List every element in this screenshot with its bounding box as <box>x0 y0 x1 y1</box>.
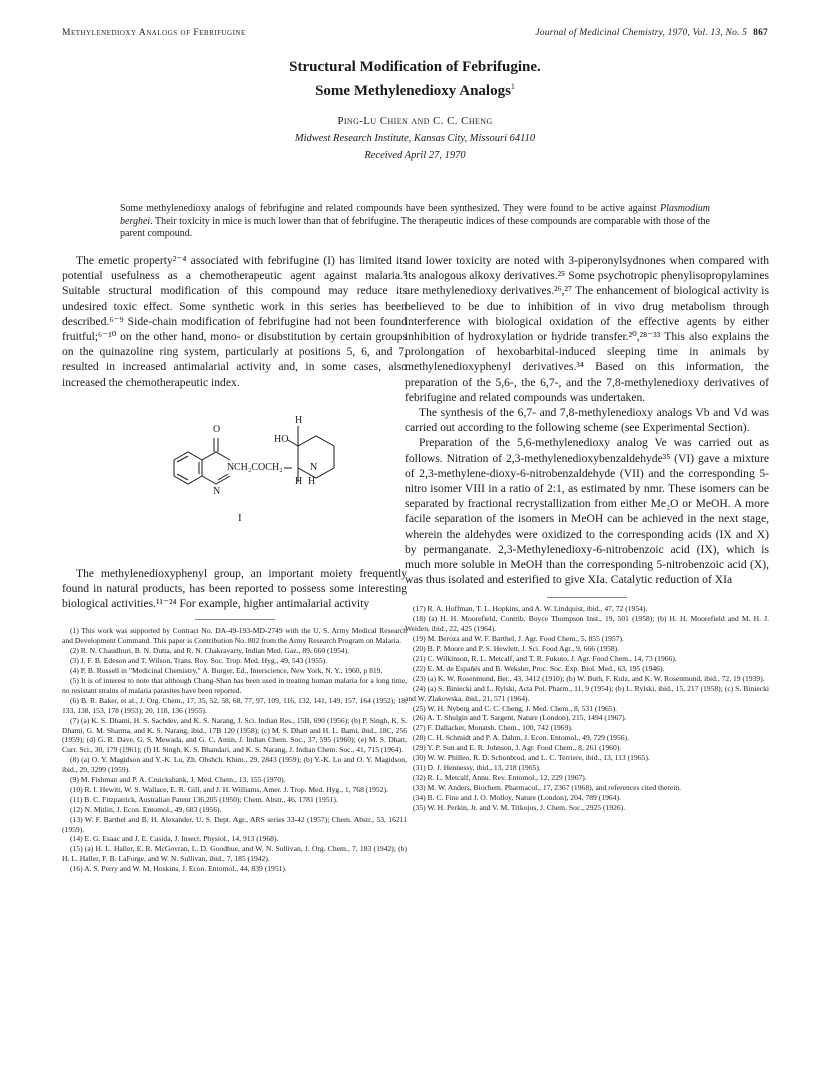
footnote: (18) (a) H. H. Moorefield, Contrib. Boyce Thompson Inst., 19, 501 (1958); (b) H. H. Moorefield and M. H. J. Weiden, ibid., 22, 425 (1964). <box>405 614 769 634</box>
footnote: (26) A. T. Shulgin and T. Sargent, Nature (London), 215, 1494 (1967). <box>413 713 627 723</box>
footnote: (33) M. W. Anders, Biochem. Pharmacol., 17, 2367 (1968), and references cited therein. <box>413 782 682 792</box>
running-head <box>62 28 768 38</box>
footnote: (30) W. W. Philleo, R. D. Schonbrod, and L. C. Terriere, ibid., 13, 113 (1965). <box>413 753 650 763</box>
footnote: (31) D. J. Hennessy, ibid., 13, 218 (1965). <box>413 762 541 772</box>
footnote: (6) B. R. Baker, et al., J. Org. Chem., 17, 35, 52, 58, 68, 77, 97, 109, 116, 132, 141, 149, 157, 164 (1952); 18, 133, 138, 153, 178 (1953); 20, 118, 136 (1955). <box>62 695 407 715</box>
footnote: (16) A. S. Perry and W. M. Hoskins, J. Econ. Entomol., 44, 839 (1951). <box>70 864 287 874</box>
title-footnote-marker: 1 <box>510 82 515 91</box>
hydroxyl-label: HO <box>274 433 289 445</box>
right-paragraph-3: Preparation of the 5,6-methylenedioxy analog Ve was carried out as follows. Nitration of 2,3-methylenedioxybenzaldehyde³⁵ (VI) gave a mixture of 2,3-methylene-dioxy-6-nitrobenzaldehyde (VII) and the corresponding 5-nitro isomer VIII in a ratio of 2:1, as estimated by nmr. These isomers can be separated by fractional recrystallization from either Me₂O or MeOH. A more facile separation of the isomers in MeOH can be achieved in the next stage, wherein the aldehydes were oxidized to the corresponding acids (IX and X) by permanganate. 2,3-Methylenedioxy-6-nitrobenzoic acid (IX), which is much more soluble in MeOH than the corresponding 5-nitrobenzoic acid (X), was thus isolated and esterified to give XIa. Catalytic reduction of XIa <box>405 436 769 587</box>
page-number: 867 <box>753 28 768 38</box>
footnote: (29) Y. P. Sun and E. R. Johnson, J. Agr. Food Chem., 8, 261 (1960). <box>413 743 622 753</box>
side-chain-label: CH₂COCH₂ <box>234 461 283 473</box>
running-head-journal <box>535 28 768 38</box>
authors: Ping-Lu Chien and C. C. Cheng <box>337 115 493 127</box>
footnote: (35) W. H. Perkin, Jr. and V. M. Trikojus, J. Chem. Soc., 2925 (1926). <box>413 802 626 812</box>
footnote: (19) M. Beroza and W. F. Barthel, J. Agr. Food Chem., 5, 855 (1957). <box>413 634 624 644</box>
footnote: (13) W. F. Barthel and B. H. Alexander, U. S. Dept. Agr., ARS series 33-42 (1957); Chem. Abstr., 53, 16211 (1959). <box>62 814 407 834</box>
footnote: (15) (a) H. L. Haller, E. R. McGovran, L. D. Goodhue, and W. N. Sullivan, J. Org. Chem., 7, 183 (1942); (b) H. L. Haller, F. B. LaForge, and W. N. Sullivan, ibid., 7, 185 (1942). <box>62 844 407 864</box>
benzene-ring <box>174 452 202 484</box>
right-column <box>405 253 769 813</box>
footnote: (21) C. Wilkinson, R. L. Metcalf, and T. R. Fukuto, J. Agr. Food Chem., 14, 73 (1966). <box>413 654 677 663</box>
footnote: (5) It is of interest to note that although Chang-Shan has been used in treating human malaria for a long time, no resistant strains of malaria parasites have been reported. <box>62 675 407 695</box>
footnote: (12) N. Mitlin, J. Econ. Entomol., 49, 683 (1956). <box>70 804 222 814</box>
footnote: (28) C. H. Schmidt and P. A. Dahm, J. Econ. Entomol., 49, 729 (1956). <box>413 733 629 743</box>
title-line-2-text: Some Methylenedioxy Analogs <box>315 83 511 99</box>
abstract <box>120 203 710 241</box>
footnote: (34) B. C. Fine and J. O. Molloy, Nature (London), 204, 789 (1964). <box>413 792 621 802</box>
hydrogen-bottom-right-label: H <box>308 475 316 487</box>
footnotes-right <box>405 604 769 812</box>
footnote: (2) R. N. Chaudhuri, B. N. Dutta, and R. N. Chakravarty, Indian Med. Gaz., 89, 660 (1954). <box>70 646 350 656</box>
right-paragraph-2: The synthesis of the 6,7- and 7,8-methylenedioxy analogs Vb and Vd was carried out according to the following scheme (see Experimental Section). <box>405 406 769 435</box>
febrifugine-structure <box>62 396 407 566</box>
left-column <box>62 253 407 874</box>
footnote: (4) P. B. Russell in "Medicinal Chemistry," A. Burger, Ed., Interscience, New York, N. Y., 1960, p 819. <box>70 666 383 676</box>
footnote: (20) B. P. Moore and P. S. Hewlett, J. Sci. Food Agr., 9, 666 (1958). <box>413 644 620 654</box>
footnote: (24) (a) S. Biniecki and L. Rylski, Acta Pol. Pharm., 11, 9 (1954); (b) L. Rylski, ibid., 15, 217 (1958); (c) S. Biniecki and W. Zlakowska, ibid., 21, 571 (1964). <box>405 683 769 703</box>
footnote: (14) E. G. Esaac and J. E. Casida, J. Insect. Physiol., 14, 913 (1968). <box>70 834 279 844</box>
compound-number: I <box>238 511 242 524</box>
affiliation: Midwest Research Institute, Kansas City, Missouri 64110 <box>294 133 536 144</box>
footnote-rule-right <box>547 597 627 598</box>
title-block <box>62 58 768 161</box>
title-line-2 <box>62 77 768 101</box>
left-paragraph-1: The emetic property²⁻⁴ associated with febrifugine (I) has limited its potential usefulness as a chemotherapeutic agent against malaria.⁵ Suitable structural modification of this compound may reduce its undesired toxic effect. Some synthetic work in this series has been described.⁶⁻⁹ Side-chain modification of febrifugine had not been found fruitful;⁶⁻¹⁰ on the other hand, mono- or disubstitution by certain groups on the quinazoline ring system, particularly at positions 5, 6, and 7, resulted in increased antimalarial activity and, in some cases, also increased the chemotherapeutic index. <box>62 254 407 389</box>
pyrimidinone-ring-top <box>202 452 230 460</box>
n1-label: N <box>213 485 221 497</box>
running-head-title: Methylenedioxy Analogs of Febrifugine <box>62 28 246 38</box>
footnote: (7) (a) K. S. Dhami, H. S. Sachdev, and K. S. Narang, J. Sci. Indian Res., 15B, 690 (1956); (b) P. Singh, K. S. Dhami, G. M. Sharma, and K. S. Narang, ibid., 17B 120 (1958); (c) M. S. Dhatt and H. L. Bami, ibid., 18C, 256 (1959); (d) G. R. Dave, G. S. Mewada, and G. C. Amin, J. Indian Chem. Soc., 37, 595 (1960); (e) M. S. Dhatt, Curr. Sci., 30, 179 (1961); (f) H. Singh, K. S. Bhandari, and K. S. Narang, J. Indian Chem. Soc., 41, 715 (1964). <box>62 715 407 755</box>
footnote: (1) This work was supported by Contract No. DA-49-193-MD-2749 with the U. S. Army Medical Research and Development Command. This paper is Contribution No. 802 from the Army Research Program on Malaria. <box>62 626 407 646</box>
footnote: (23) (a) K. W. Rosenmund, Ber., 43, 3412 (1910); (b) W. Buth, F. Kulz, and K. W. Rosenmund, ibid., 72, 19 (1939). <box>413 673 765 683</box>
journal-citation: Journal of Medicinal Chemistry, 1970, Vol. 13, No. 5 <box>535 28 748 38</box>
footnote: (22) E. M. de Españés and B. Weksler, Proc. Soc. Exp. Biol. Med., 63, 195 (1946). <box>413 663 665 673</box>
footnote: (11) B. C. Fitzpatrick, Australian Patent 136,205 (1950); Chem. Abstr., 46, 1781 (1951). <box>70 794 338 804</box>
n3-label: N <box>227 461 235 473</box>
footnote: (9) M. Fishman and P. A. Cruickshank, J. Med. Chem., 13, 155 (1970). <box>70 775 286 785</box>
footnote: (32) R. L. Metcalf, Annu. Rev. Entomol., 12, 229 (1967). <box>413 772 587 782</box>
abstract-part-2: . Their toxicity in mice is much lower than that of febrifugine. The therapeutic indices of these compounds are comparable with those of the parent compound. <box>120 215 710 239</box>
footnote: (10) R. I. Hewitt, W. S. Wallace, E. R. Gill, and J. H. Williams, Amer. J. Trop. Med. Hyg., 1, 768 (1952). <box>70 784 388 794</box>
carbonyl-oxygen-label: O <box>213 423 221 435</box>
title-line-1: Structural Modification of Febrifugine. <box>289 59 541 75</box>
abstract-part-1: Some methylenedioxy analogs of febrifugine and related compounds have been synthesized. They were found to be active against <box>120 203 660 214</box>
right-paragraph-1: and lower toxicity are noted with 3-piperonylsydnones when compared with its analogous alkoxy derivatives.²⁵ Some psychotropic phenylisopropylamines are methylenedioxy derivatives.²⁶,²⁷ The enhancement of biological activity is believed to be due to inhibition of in vivo drug metabolism through interference with biological oxidation of the effective agents by either inhibition of hydroxylation or hydride transfer.²⁰,²⁸⁻³³ This also explains the prolongation of hexobarbital-induced sleeping time in animals by methylenedioxyphenyl derivatives.³⁴ Based on this information, the preparation of the 5,6-, the 6,7-, and the 7,8-methylenedioxy derivatives of febrifugine and related compounds was undertaken. <box>405 254 769 404</box>
footnote: (27) F. Dallacker, Monatsh. Chem., 100, 742 (1969). <box>413 723 573 733</box>
article-title <box>62 58 768 101</box>
footnote: (8) (a) O. Y. Magidson and Y.-K. Lu, Zh. Obshch. Khim., 29, 2843 (1959); (b) Y.-K. Lu and O. Y. Magidson, ibid., 29, 3299 (1959). <box>62 755 407 775</box>
structure-drawing <box>160 396 350 556</box>
piperidine-n-label: N <box>310 461 318 473</box>
footnote: (3) J. F. B. Edeson and T. Wilson, Trans. Roy. Soc. Trop. Med. Hyg., 49, 543 (1955). <box>70 656 328 666</box>
footnote-rule <box>195 619 275 620</box>
footnote: (25) W. H. Nyberg and C. C. Cheng, J. Med. Chem., 8, 531 (1965). <box>413 703 618 713</box>
footnote: (17) R. A. Hoffman, T. L. Hopkins, and A. W. Lindquist, ibid., 47, 72 (1954). <box>413 604 648 614</box>
hydrogen-top-label: H <box>295 414 303 426</box>
left-paragraph-2: The methylenedioxyphenyl group, an important moiety frequently found in natural products, has been reported to possess some interesting biological activities.¹¹⁻²⁴ For example, higher antimalarial activity <box>62 566 407 611</box>
footnotes-left <box>62 626 407 874</box>
hydrogen-bottom-left-label: H <box>295 475 303 487</box>
abstract-organism: Plasmodium berghei <box>120 203 710 227</box>
pyrimidinone-ring-bottom <box>202 476 216 484</box>
received-date: Received April 27, 1970 <box>364 150 466 161</box>
